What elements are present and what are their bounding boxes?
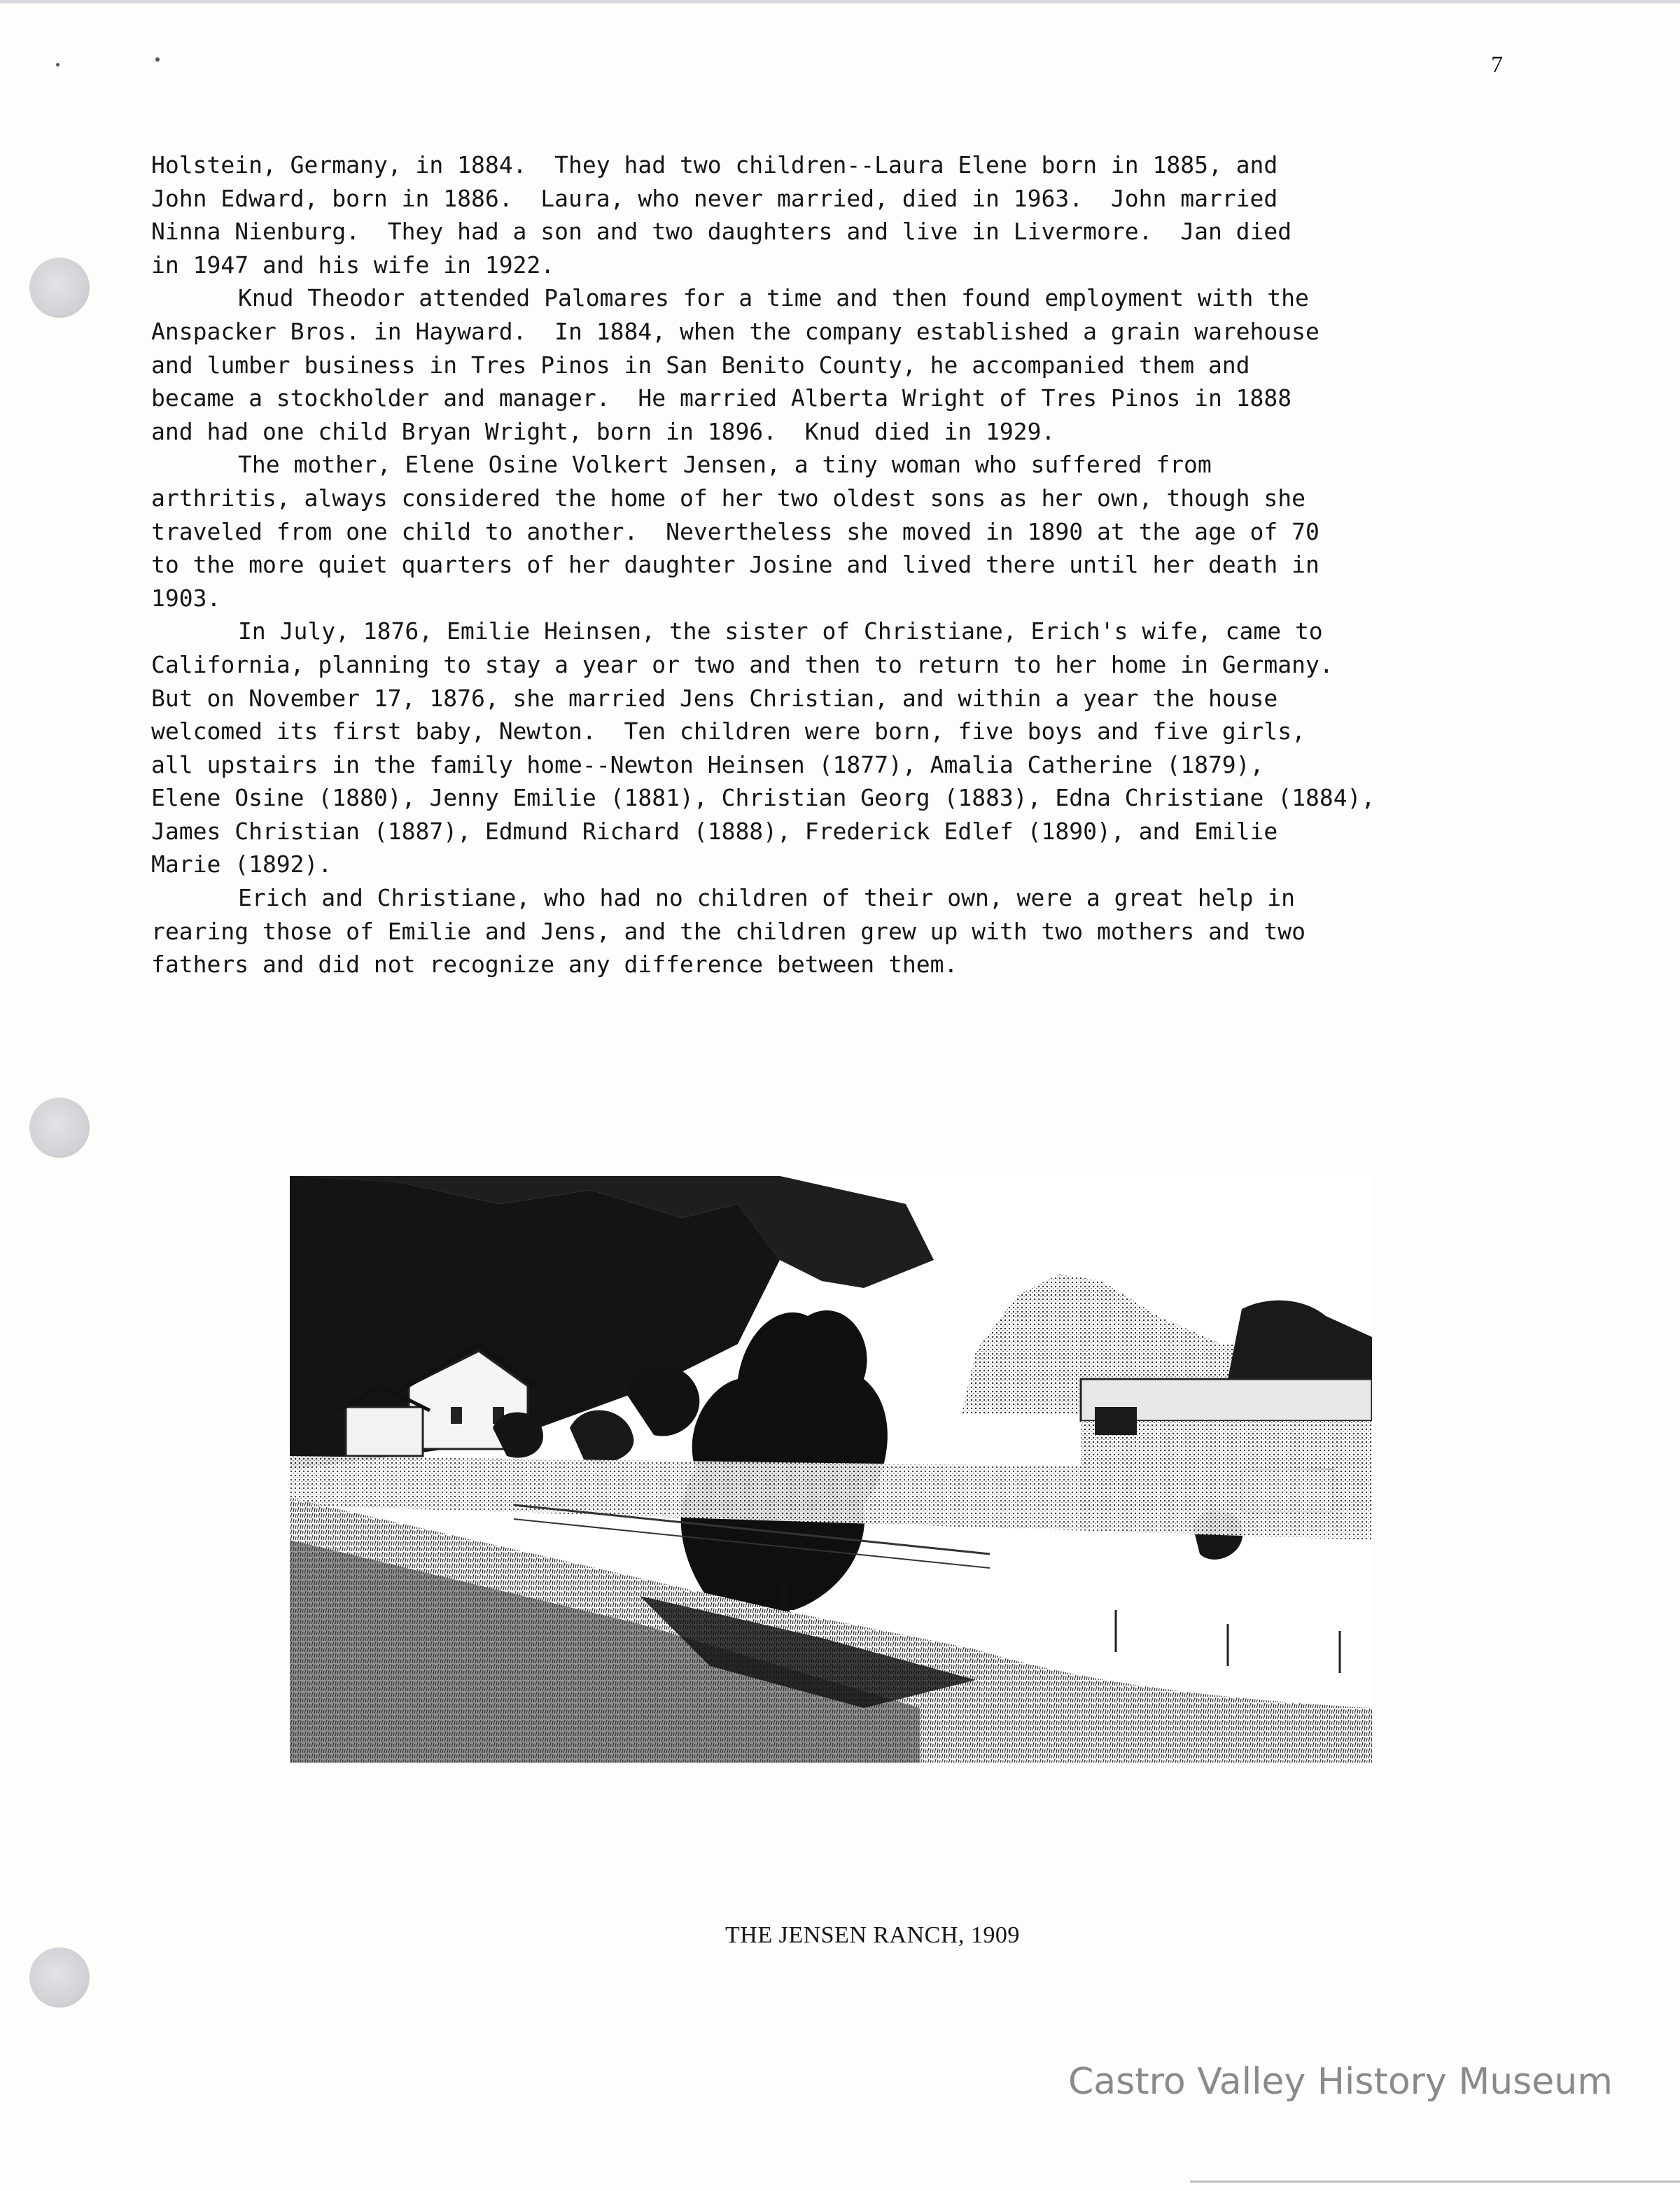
text-line: Erich and Christiane, who had no children of their own, were a great help in — [238, 884, 1295, 912]
page-top-edge — [0, 0, 1680, 4]
text-line: became a stockholder and manager. He married Alberta Wright of Tres Pinos in 1888 — [151, 384, 1292, 412]
scan-bottom-edge — [1190, 2180, 1680, 2183]
text-line: to the more quiet quarters of her daughter Josine and lived there until her death in — [151, 551, 1320, 579]
watermark: Castro Valley History Museum — [1068, 2061, 1613, 2103]
text-line: Knud Theodor attended Palomares for a time and then found employment with the — [238, 284, 1309, 312]
text-line: Marie (1892). — [151, 850, 332, 878]
text-line: in 1947 and his wife in 1922. — [151, 251, 555, 279]
text-line: arthritis, always considered the home of her two oldest sons as her own, though she — [151, 484, 1306, 512]
ranch-photo — [290, 1176, 1372, 1763]
paragraph — [151, 148, 1635, 281]
text-line: Holstein, Germany, in 1884. They had two children--Laura Elene born in 1885, and — [151, 151, 1278, 178]
scan-speck — [56, 63, 59, 66]
text-line: fathers and did not recognize any difference between them. — [151, 951, 958, 979]
text-line: welcomed its first baby, Newton. Ten children were born, five boys and five girls, — [151, 718, 1306, 746]
text-line: Elene Osine (1880), Jenny Emilie (1881), Christian Georg (1883), Edna Christiane (1884), — [151, 784, 1376, 812]
text-line: Anspacker Bros. in Hayward. In 1884, when the company established a grain warehouse — [151, 317, 1320, 345]
text-line: John Edward, born in 1886. Laura, who never married, died in 1963. John married — [151, 184, 1278, 212]
photo-caption: THE JENSEN RANCH, 1909 — [725, 1922, 1020, 1948]
scan-speck — [155, 57, 160, 62]
paragraph — [151, 615, 1635, 881]
paragraph — [151, 881, 1635, 981]
text-line: rearing those of Emilie and Jens, and the children grew up with two mothers and two — [151, 917, 1306, 945]
text-line: The mother, Elene Osine Volkert Jensen, a tiny woman who suffered from — [238, 451, 1212, 479]
text-line: But on November 17, 1876, she married Jens Christian, and within a year the house — [151, 684, 1278, 712]
punch-hole-bottom — [29, 1947, 90, 2008]
body-text — [151, 148, 1635, 981]
text-line: James Christian (1887), Edmund Richard (1888), Frederick Edlef (1890), and Emilie — [151, 817, 1278, 845]
text-line: Ninna Nienburg. They had a son and two daughters and live in Livermore. Jan died — [151, 218, 1292, 246]
ranch-photo-graphic — [290, 1176, 1372, 1763]
paragraph — [151, 281, 1635, 448]
page-number: 7 — [1491, 52, 1503, 78]
punch-hole-top — [29, 258, 90, 318]
text-line: 1903. — [151, 584, 221, 612]
text-line: and had one child Bryan Wright, born in 1896. Knud died in 1929. — [151, 417, 1056, 445]
text-line: California, planning to stay a year or two and then to return to her home in Germany. — [151, 650, 1334, 678]
paragraph — [151, 448, 1635, 615]
punch-hole-middle — [29, 1098, 90, 1158]
text-line: all upstairs in the family home--Newton Heinsen (1877), Amalia Catherine (1879), — [151, 750, 1264, 778]
text-line: In July, 1876, Emilie Heinsen, the sister of Christiane, Erich's wife, came to — [238, 617, 1323, 645]
text-line: traveled from one child to another. Nevertheless she moved in 1890 at the age of 70 — [151, 517, 1320, 545]
text-line: and lumber business in Tres Pinos in San Benito County, he accompanied them and — [151, 351, 1250, 379]
